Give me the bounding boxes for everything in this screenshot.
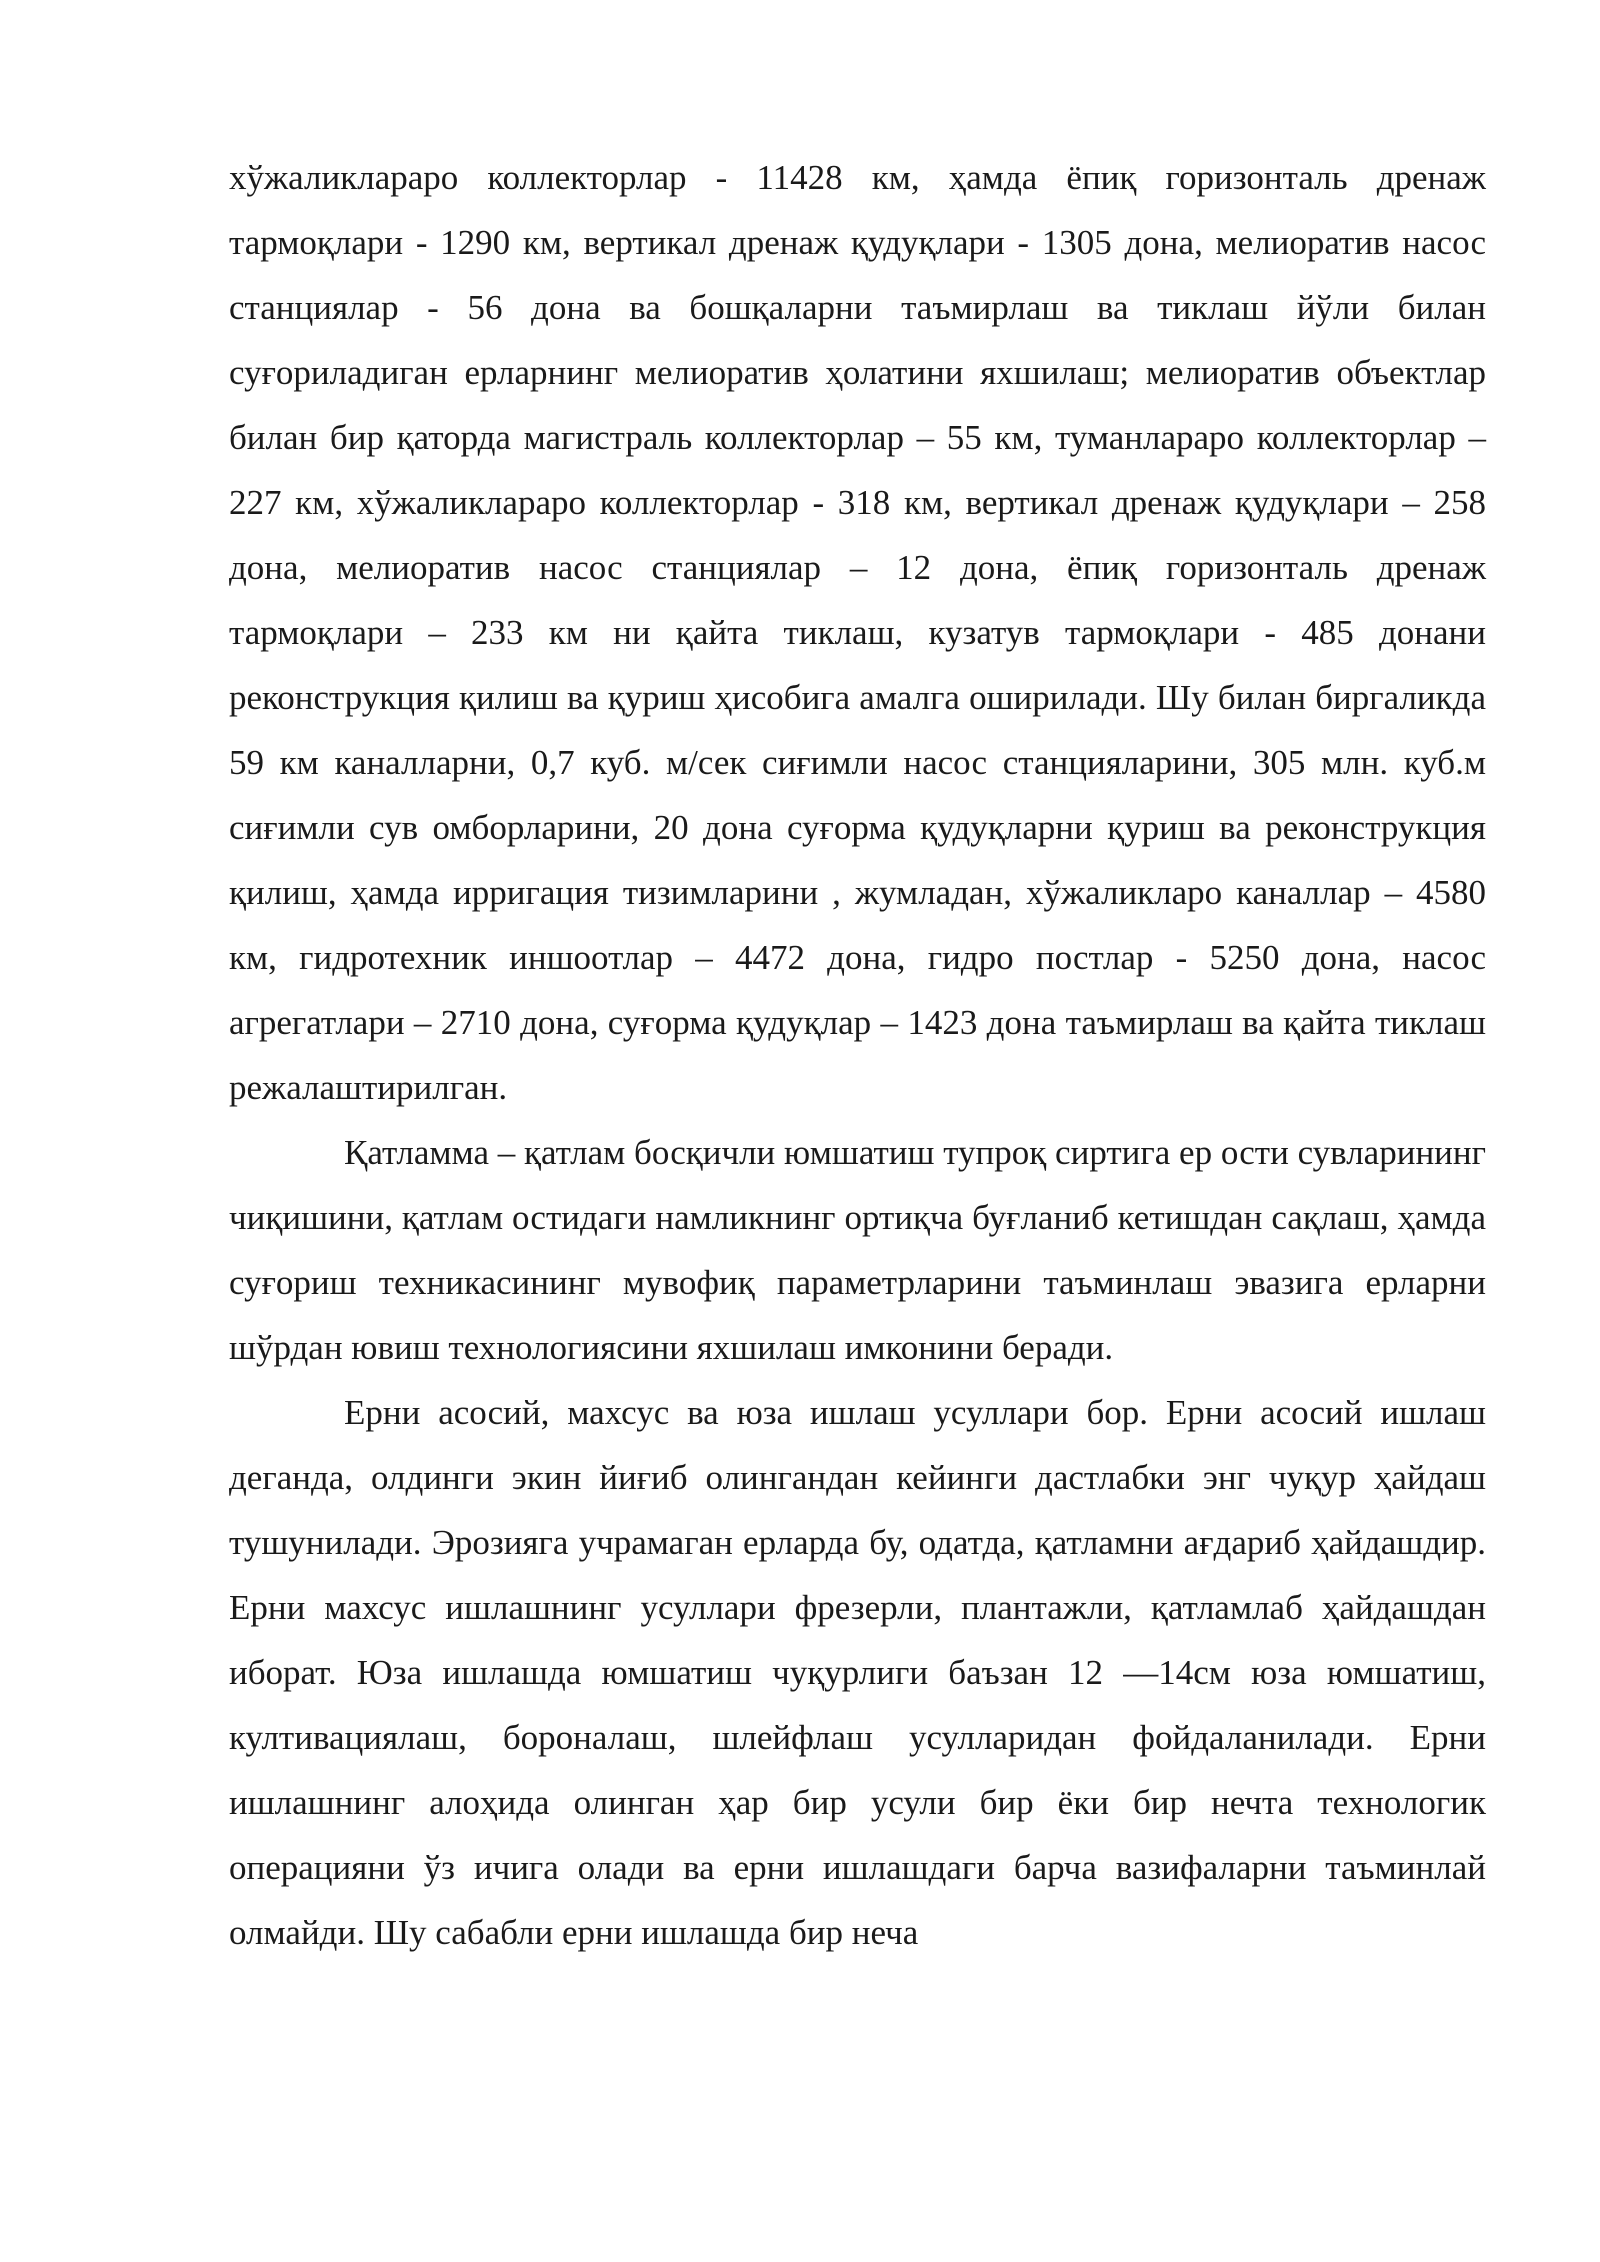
paragraph-2: Қатламма – қатлам босқичли юмшатиш тупроқ сиртига ер ости сувларининг чиқишини, қатлам остидаги намликнинг ортиқча буғланиб кетишдан сақлаш, ҳамда суғориш техникасининг мувофиқ параметрларини таъминлаш эвазига ерларни шўрдан ювиш технологиясини яхшилаш имконини беради.	[229, 1133, 1486, 1367]
paragraph-1: хўжаликлараро коллекторлар - 11428 км, ҳамда ёпиқ горизонталь дренаж тармоқлари - 1290 км, вертикал дренаж қудуқлари - 1305 дона, мелиоратив насос станциялар - 56 дона ва бошқаларни таъмирлаш ва тиклаш йўли билан суғориладиган ерларнинг мелиоратив ҳолатини яхшилаш; мелиоратив объектлар билан бир қаторда магистраль коллекторлар – 55 км, туманлараро коллекторлар – 227 км, хўжаликлараро коллекторлар - 318 км, вертикал дренаж қудуқлари – 258 дона, мелиоратив насос станциялар – 12 дона, ёпиқ горизонталь дренаж тармоқлари – 233 км ни қайта тиклаш, кузатув тармоқлари - 485 донани реконструкция қилиш ва қуриш ҳисобига амалга оширилади. Шу билан биргаликда 59 км каналларни, 0,7 куб. м/сек сиғимли насос станцияларини, 305 млн. куб.м сиғимли сув омборларини, 20 дона суғорма қудуқларни қуриш ва реконструкция қилиш, ҳамда ирригация тизимларини , жумладан, хўжаликларо каналлар – 4580 км, гидротехник иншоотлар – 4472 дона, гидро постлар - 5250 дона, насос агрегатлари – 2710 дона, суғорма қудуқлар – 1423 дона таъмирлаш ва қайта тиклаш режалаштирилган.	[229, 158, 1486, 1107]
document-body	[229, 145, 1486, 1965]
paragraph-3: Ерни асосий, махсус ва юза ишлаш усуллари бор. Ерни асосий ишлаш деганда, олдинги экин йиғиб олингандан кейинги дастлабки энг чуқур ҳайдаш тушунилади. Эрозияга учрамаган ерларда бу, одатда, қатламни ағдариб ҳайдашдир. Ерни махсус ишлашнинг усуллари фрезерли, плантажли, қатламлаб ҳайдашдан иборат. Юза ишлашда юмшатиш чуқурлиги баъзан 12 —14см юза юмшатиш, култивациялаш, бороналаш, шлейфлаш усулларидан фойдаланилади. Ерни ишлашнинг алоҳида олинган ҳар бир усули бир ёки бир нечта технологик операцияни ўз ичига олади ва ерни ишлашдаги барча вазифаларни таъминлай олмайди. Шу сабабли ерни ишлашда бир неча	[229, 1393, 1486, 1952]
